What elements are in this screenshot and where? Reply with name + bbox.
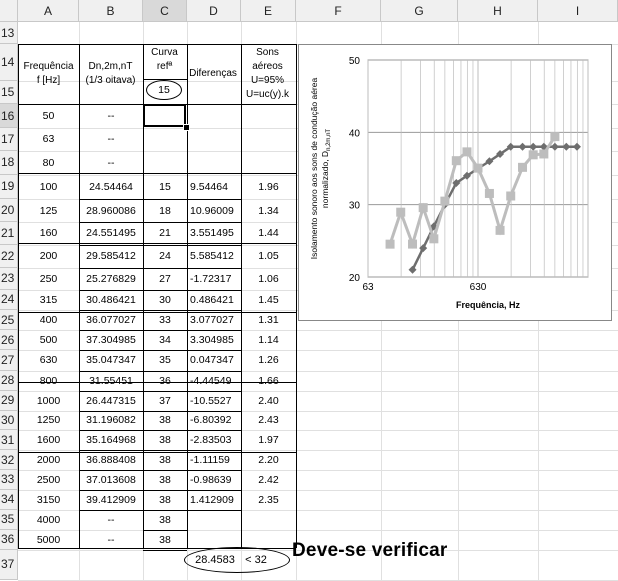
cell-curva[interactable]: 33 — [159, 314, 171, 326]
row-header-20[interactable]: 20 — [0, 199, 18, 222]
row-header-34[interactable]: 34 — [0, 490, 18, 510]
cell-frequency[interactable]: 630 — [39, 354, 58, 367]
cell-dn[interactable]: 35.047347 — [86, 354, 136, 367]
cell-diferenca[interactable]: -10.5527 — [190, 394, 232, 407]
cell-curva[interactable]: 38 — [159, 434, 171, 446]
series-1-point — [529, 150, 538, 159]
cell-frequency[interactable]: 500 — [39, 334, 58, 346]
row-header-36[interactable]: 36 — [0, 530, 18, 550]
header-curva — [143, 46, 186, 74]
row-header-19[interactable]: 19 — [0, 175, 18, 200]
row-header-28[interactable]: 28 — [0, 371, 18, 392]
cell-diferenca[interactable]: 0.047347 — [190, 354, 234, 367]
row-header-24[interactable]: 24 — [0, 290, 18, 311]
cell-dn[interactable]: 31.196082 — [86, 414, 136, 427]
cell-frequency[interactable]: 2500 — [36, 473, 61, 486]
cell-dn[interactable]: 30.486421 — [86, 293, 136, 306]
header-frequencia-label: Frequência — [23, 61, 74, 72]
cell-dn[interactable]: 31.55451 — [89, 374, 133, 387]
table-border — [143, 550, 187, 551]
x-axis-label: Frequência, Hz — [455, 300, 521, 310]
verification-note: Deve-se verificar — [292, 540, 448, 561]
column-header-c[interactable]: C — [143, 0, 187, 22]
cell-curva[interactable] — [143, 151, 187, 175]
cell-curva[interactable]: 38 — [159, 454, 171, 466]
column-header-h[interactable]: H — [458, 0, 538, 22]
cell-sons-aereos[interactable]: 1.14 — [258, 334, 279, 346]
cell-diferenca[interactable]: -1.11159 — [190, 454, 230, 466]
cell-diferenca[interactable] — [187, 128, 241, 151]
series-1-point — [485, 189, 494, 198]
cell-dn[interactable]: 26.447315 — [86, 394, 136, 407]
cell-frequency[interactable]: 1250 — [36, 414, 61, 427]
cell-frequency[interactable]: 63 — [42, 133, 55, 146]
cell-frequency[interactable]: 125 — [39, 204, 58, 217]
column-header-a[interactable]: A — [18, 0, 79, 22]
cell-sons-aereos[interactable]: 1.44 — [258, 227, 279, 240]
cell-frequency[interactable]: 1000 — [36, 394, 61, 407]
cell-diferenca[interactable] — [187, 510, 241, 530]
cell-dn[interactable]: -- — [107, 513, 115, 526]
row-header-32[interactable]: 32 — [0, 450, 18, 470]
cell-curva[interactable]: 38 — [159, 473, 171, 486]
cell-sons-aereos[interactable] — [241, 510, 296, 530]
cell-frequency[interactable]: 4000 — [36, 513, 61, 526]
series-1-point — [419, 203, 428, 212]
cell-curva[interactable]: 38 — [159, 493, 171, 506]
row-header-17[interactable]: 17 — [0, 128, 18, 151]
cell-frequency[interactable]: 400 — [39, 314, 58, 326]
cell-frequency[interactable]: 200 — [39, 250, 58, 262]
cell-diferenca[interactable]: -0.98639 — [190, 473, 232, 486]
header-dn — [79, 60, 142, 88]
row-header-31[interactable]: 31 — [0, 430, 18, 450]
cell-frequency[interactable]: 5000 — [36, 533, 61, 546]
cell-frequency[interactable]: 100 — [39, 180, 58, 193]
cell-sons-aereos[interactable]: 1.06 — [258, 272, 279, 285]
row-header-27[interactable]: 27 — [0, 350, 18, 371]
header-curva-sub: refª — [156, 61, 173, 72]
cell-dn[interactable]: 24.54464 — [89, 180, 133, 193]
cell-sons-aereos[interactable]: 2.43 — [258, 414, 279, 427]
cell-curva[interactable]: 27 — [159, 272, 171, 285]
cell-frequency[interactable]: 800 — [39, 374, 58, 387]
header-frequencia — [19, 60, 78, 88]
row-header-35[interactable]: 35 — [0, 510, 18, 530]
cell-diferenca[interactable]: 3.304985 — [190, 334, 234, 346]
table-border — [18, 44, 296, 45]
cell-dn[interactable]: -- — [107, 156, 115, 169]
series-1-point — [474, 164, 483, 173]
row-header-26[interactable]: 26 — [0, 330, 18, 350]
cell-sons-aereos[interactable]: 1.66 — [258, 374, 279, 387]
row-header-33[interactable]: 33 — [0, 470, 18, 490]
column-header-d[interactable]: D — [187, 0, 241, 22]
row-header-25[interactable]: 25 — [0, 310, 18, 330]
cell-dn[interactable]: 39.412909 — [86, 493, 136, 506]
cell-diferenca[interactable]: -4.44549 — [190, 374, 232, 387]
header-sons-l2: aéreos — [252, 61, 283, 72]
cell-diferenca[interactable]: 5.585412 — [190, 250, 234, 262]
cell-sons-aereos[interactable]: 1.26 — [258, 354, 279, 367]
cell-sons-aereos[interactable]: 1.96 — [258, 180, 279, 193]
series-1-point — [496, 226, 505, 235]
cell-dn[interactable]: 36.077027 — [86, 314, 136, 326]
cell-diferenca[interactable] — [187, 104, 241, 128]
cell-curva[interactable]: 30 — [159, 293, 171, 306]
cell-curva[interactable]: 34 — [159, 334, 171, 346]
table-border — [296, 44, 297, 548]
cell-dn[interactable]: 36.888408 — [86, 454, 136, 466]
header-sons-aereos — [241, 46, 294, 102]
cell-diferenca[interactable]: 10.96009 — [190, 204, 234, 217]
series-1-point — [506, 191, 515, 200]
cell-diferenca[interactable]: -2.83503 — [190, 434, 232, 446]
cell-curva[interactable]: 36 — [159, 374, 171, 387]
cell-sons-aereos[interactable]: 2.20 — [258, 454, 279, 466]
header-dn-unit: (1/3 oitava) — [85, 75, 136, 86]
chart[interactable] — [298, 44, 612, 321]
header-sons-l4: U=uc(y).k — [245, 89, 290, 100]
x-tick-label: 630 — [469, 282, 487, 293]
summary-compare: < 32 — [245, 554, 267, 566]
cell-curva[interactable]: 38 — [159, 533, 171, 546]
cell-sons-aereos[interactable]: 1.31 — [258, 314, 279, 326]
cell-sons-aereos[interactable]: 1.45 — [258, 293, 279, 306]
column-header-i[interactable]: I — [538, 0, 618, 22]
series-1-point — [429, 234, 438, 243]
cell-diferenca[interactable]: 3.077027 — [190, 314, 234, 326]
header-diferencas: Diferenças — [189, 68, 237, 79]
cell-dn[interactable]: 29.585412 — [86, 250, 136, 262]
selected-cell[interactable] — [143, 104, 186, 127]
y-axis-label: Isolamento sonoro aos sons de condução aéreanormalizado, $D_{n,2m,nT}$ — [309, 77, 332, 260]
cell-dn[interactable]: 35.164968 — [86, 434, 136, 446]
cell-sons-aereos[interactable]: 1.05 — [258, 250, 279, 262]
cell-curva[interactable]: 15 — [159, 180, 171, 193]
curva-value[interactable]: 15 — [158, 84, 170, 96]
cell-sons-aereos[interactable]: 1.34 — [258, 204, 279, 217]
select-all-corner[interactable] — [0, 0, 18, 22]
cell-curva[interactable]: 35 — [159, 354, 171, 367]
cell-diferenca[interactable] — [187, 151, 241, 175]
cell-sons-aereos[interactable] — [241, 151, 296, 175]
cell-dn[interactable]: 37.304985 — [86, 334, 136, 346]
cell-dn[interactable]: -- — [107, 533, 115, 546]
cell-diferenca[interactable]: 1.412909 — [190, 493, 234, 506]
series-1-point — [539, 149, 548, 158]
row-header-37[interactable]: 37 — [0, 550, 18, 581]
column-header-g[interactable]: G — [381, 0, 458, 22]
cell-frequency[interactable]: 3150 — [36, 493, 61, 506]
column-header-b[interactable]: B — [79, 0, 143, 22]
cell-dn[interactable]: 28.960086 — [86, 204, 136, 217]
cell-dn[interactable]: -- — [107, 110, 115, 122]
header-sons-l3: U=95% — [250, 75, 285, 86]
header-dn-label: Dn,2m,nT — [88, 61, 133, 72]
cell-diferenca[interactable]: -6.80392 — [190, 414, 232, 427]
fill-handle[interactable] — [183, 124, 190, 131]
cell-curva[interactable]: 37 — [159, 394, 171, 407]
cell-dn[interactable]: 25.276829 — [86, 272, 136, 285]
cell-dn[interactable]: -- — [107, 133, 115, 146]
summary-sum[interactable]: 28.4583 — [195, 554, 235, 566]
series-1-point — [396, 208, 405, 217]
header-sons-l1: Sons — [256, 47, 279, 58]
row-header-18[interactable]: 18 — [0, 151, 18, 175]
series-1-point — [518, 163, 527, 172]
series-1-point — [408, 240, 417, 249]
series-1-point — [440, 197, 449, 206]
chart-svg — [299, 45, 611, 320]
row-header-29[interactable]: 29 — [0, 391, 18, 411]
cell-curva[interactable]: 18 — [159, 204, 171, 217]
column-header-f[interactable]: F — [296, 0, 381, 22]
row-header-15[interactable]: 15 — [0, 81, 18, 104]
cell-diferenca[interactable]: 0.486421 — [190, 293, 234, 306]
column-header-e[interactable]: E — [241, 0, 296, 22]
cell-sons-aereos[interactable]: 1.97 — [258, 434, 279, 446]
y-tick-label: 50 — [348, 56, 360, 67]
cell-frequency[interactable]: 2000 — [36, 454, 61, 466]
cell-frequency[interactable]: 1600 — [36, 434, 61, 446]
cell-frequency[interactable]: 315 — [39, 293, 58, 306]
y-tick-label: 30 — [348, 200, 360, 212]
row-header-22[interactable]: 22 — [0, 245, 18, 268]
header-curva-label: Curva — [151, 47, 178, 58]
series-1-point — [386, 240, 395, 249]
cell-sons-aereos[interactable]: 2.42 — [258, 473, 279, 486]
row-header-13[interactable]: 13 — [0, 22, 18, 44]
cell-curva[interactable]: 21 — [159, 227, 171, 240]
cell-frequency[interactable]: 80 — [42, 156, 55, 169]
cell-diferenca[interactable]: -1.72317 — [190, 272, 232, 285]
cell-curva[interactable] — [143, 128, 187, 151]
cell-frequency[interactable]: 250 — [39, 272, 58, 285]
row-header-21[interactable]: 21 — [0, 222, 18, 245]
row-header-16[interactable]: 16 — [0, 104, 18, 128]
cell-diferenca[interactable]: 3.551495 — [190, 227, 234, 240]
y-tick-label: 40 — [348, 128, 360, 140]
cell-sons-aereos[interactable]: 2.35 — [258, 493, 279, 506]
x-tick-label: 63 — [362, 282, 374, 293]
cell-frequency[interactable]: 160 — [39, 227, 58, 240]
cell-curva[interactable]: 24 — [159, 250, 171, 262]
cell-sons-aereos[interactable] — [241, 104, 296, 128]
series-1-point — [550, 132, 559, 141]
cell-dn[interactable]: 37.013608 — [86, 473, 136, 486]
series-1-point — [452, 156, 461, 165]
cell-sons-aereos[interactable] — [241, 128, 296, 151]
row-header-30[interactable]: 30 — [0, 411, 18, 431]
cell-sons-aereos[interactable]: 2.40 — [258, 394, 279, 407]
cell-frequency[interactable]: 50 — [42, 110, 55, 122]
cell-diferenca[interactable]: 9.54464 — [190, 180, 228, 193]
cell-curva[interactable]: 38 — [159, 513, 171, 526]
row-header-23[interactable]: 23 — [0, 268, 18, 290]
series-1-point — [462, 147, 471, 156]
y-tick-label: 20 — [348, 273, 360, 284]
header-frequencia-unit: f [Hz] — [36, 75, 61, 86]
cell-curva[interactable]: 38 — [159, 414, 171, 427]
cell-dn[interactable]: 24.551495 — [86, 227, 136, 240]
row-header-14[interactable]: 14 — [0, 44, 18, 81]
